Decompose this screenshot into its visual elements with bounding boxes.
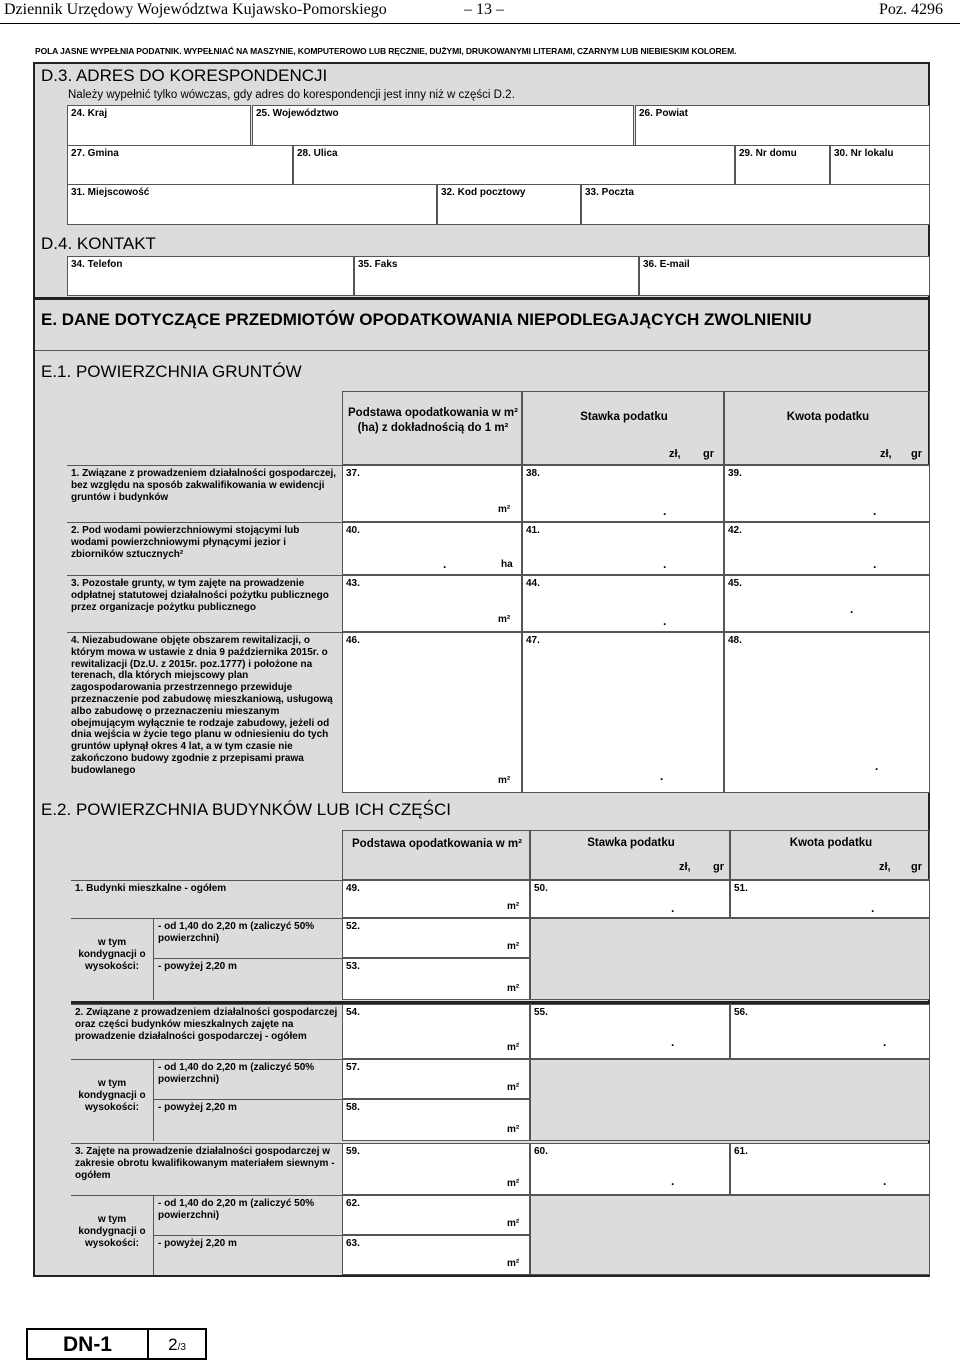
e2-g1-sub2-base[interactable]: [342, 958, 530, 1000]
e1-row2-amount-sep: .: [873, 557, 877, 571]
position-number: Poz. 4296: [879, 1, 943, 18]
section-d3-title: D.3. ADRES DO KORESPONDENCJI: [41, 66, 328, 85]
e1-row4-base[interactable]: [342, 632, 522, 793]
e1-row3-unit: m²: [498, 614, 511, 625]
field-33-poczta[interactable]: 33. Poczta: [581, 184, 930, 225]
e2-g2-sub1-base[interactable]: [342, 1059, 530, 1099]
e1-col-amount-header: [724, 391, 930, 465]
section-d4-title: D.4. KONTAKT: [41, 234, 156, 253]
e2-g3-sub1-label: - od 1,40 do 2,20 m (zaliczyć 50% powierzchni): [153, 1195, 342, 1235]
e2-g1-sub1-label: - od 1,40 do 2,20 m (zaliczyć 50% powierzchni): [153, 918, 342, 958]
field-44-number: 44.: [526, 578, 540, 589]
e1-row4-rate-sep: .: [660, 769, 664, 783]
form-page: [149, 1330, 205, 1358]
e1-row2-rate[interactable]: [522, 522, 724, 575]
e1-col-rate-label: Stawka podatku: [580, 411, 668, 423]
e1-rate-gr: gr: [703, 448, 714, 460]
e2-g2-sub2-base[interactable]: [342, 1099, 530, 1141]
e2-amount-zl: zł,: [879, 861, 891, 873]
field-53-number: 53.: [346, 961, 360, 972]
e2-g1-rate[interactable]: [530, 880, 730, 918]
field-43-number: 43.: [346, 578, 360, 589]
e2-g2-amount-sep: .: [883, 1035, 887, 1049]
field-55-number: 55.: [534, 1007, 548, 1018]
e1-row2-unit: ha: [501, 559, 513, 570]
field-57-number: 57.: [346, 1062, 360, 1073]
e2-g3-sub1-base[interactable]: [342, 1195, 530, 1235]
e2-g1-sub2-label: - powyżej 2,20 m: [153, 958, 342, 1000]
e2-g2-blank: [530, 1059, 930, 1141]
e2-g3-wtym: w tym kondygnacji o wysokości:: [71, 1195, 153, 1275]
field-46-number: 46.: [346, 635, 360, 646]
field-42-number: 42.: [728, 525, 742, 536]
e1-rate-zl: zł,: [669, 448, 681, 460]
e2-g3-unit: m²: [507, 1178, 520, 1189]
e2-g1-label: 1. Budynki mieszkalne - ogółem: [71, 880, 342, 918]
form-footer: [26, 1328, 207, 1360]
e1-row4-amount-sep: .: [875, 759, 879, 773]
e2-g2-base[interactable]: [342, 1004, 530, 1059]
field-59-number: 59.: [346, 1146, 360, 1157]
e2-g1-amount-sep: .: [871, 901, 875, 915]
field-63-number: 63.: [346, 1238, 360, 1249]
e1-row4-amount[interactable]: [724, 632, 930, 793]
e2-rate-gr: gr: [713, 861, 724, 873]
form-page-total: /3: [177, 1342, 186, 1353]
field-27-gmina[interactable]: 27. Gmina: [67, 145, 293, 185]
field-54-number: 54.: [346, 1007, 360, 1018]
section-e-title: E. DANE DOTYCZĄCE PRZEDMIOTÓW OPODATKOWANIA NIEPODLEGAJĄCYCH ZWOLNIENIU: [41, 310, 812, 329]
section-e-rule: [35, 350, 930, 351]
field-32-kod-pocztowy[interactable]: 32. Kod pocztowy: [437, 184, 581, 225]
e1-amount-zl: zł,: [880, 448, 892, 460]
section-d3-subtitle: Należy wypełnić tylko wówczas, gdy adres do korespondencji jest inny niż w części D.2.: [68, 89, 515, 101]
e1-col-base-header: [342, 391, 522, 465]
e1-row1-rate[interactable]: [522, 465, 724, 522]
field-56-number: 56.: [734, 1007, 748, 1018]
field-37-number: 37.: [346, 468, 360, 479]
section-e2-title: E.2. POWIERZCHNIA BUDYNKÓW LUB ICH CZĘŚCI: [41, 800, 451, 819]
field-30-nr-lokalu[interactable]: 30. Nr lokalu: [830, 145, 930, 185]
e2-g1-sub2-unit: m²: [507, 983, 520, 994]
field-26-powiat[interactable]: 26. Powiat: [635, 105, 930, 146]
e1-row3-amount-sep: .: [850, 602, 854, 616]
e2-g3-rate-sep: .: [671, 1174, 675, 1188]
e2-col-rate-header: [530, 830, 730, 880]
tax-form: [33, 62, 930, 1277]
e2-g1-amount[interactable]: [730, 880, 930, 918]
field-50-number: 50.: [534, 883, 548, 894]
e2-g3-label: 3. Zajęte na prowadzenie działalności gospodarczej w zakresie obrotu kwalifikowanym materiałem siewnym - ogółem: [71, 1143, 342, 1195]
e2-g3-amount[interactable]: [730, 1143, 930, 1195]
e1-row2-label: 2. Pod wodami powierzchniowymi stojącymi lub wodami powierzchniowymi płynącymi jezior i zbiorników sztucznych²: [67, 522, 342, 575]
field-36-email[interactable]: 36. E-mail: [639, 256, 930, 296]
journal-title: Dziennik Urzędowy Województwa Kujawsko-Pomorskiego: [4, 1, 387, 18]
e1-row2-base[interactable]: [342, 522, 522, 575]
e2-g2-amount[interactable]: [730, 1004, 930, 1059]
field-31-miejscowosc[interactable]: 31. Miejscowość: [67, 184, 437, 225]
e1-row3-rate[interactable]: [522, 575, 724, 632]
e2-g2-sub1-unit: m²: [507, 1082, 520, 1093]
section-e1-title: E.1. POWIERZCHNIA GRUNTÓW: [41, 362, 302, 381]
e2-g2-rate-sep: .: [671, 1035, 675, 1049]
e2-g3-sub1-unit: m²: [507, 1218, 520, 1229]
e2-g2-wtym: w tym kondygnacji o wysokości:: [71, 1059, 153, 1141]
e1-row4-rate[interactable]: [522, 632, 724, 793]
e2-col-base-header: [342, 830, 530, 880]
field-24-kraj[interactable]: 24. Kraj: [67, 105, 251, 146]
field-38-number: 38.: [526, 468, 540, 479]
e2-g3-amount-sep: .: [883, 1174, 887, 1188]
field-48-number: 48.: [728, 635, 742, 646]
field-45-number: 45.: [728, 578, 742, 589]
e2-g1-base[interactable]: [342, 880, 530, 918]
e1-row1-unit: m²: [498, 504, 511, 515]
field-28-ulica[interactable]: 28. Ulica: [293, 145, 735, 185]
e1-row1-label: 1. Związane z prowadzeniem działalności gospodarczej, bez względu na sposób zakwalifikowania w ewidencji gruntów i budynków: [67, 465, 342, 522]
e2-g3-sub2-label: - powyżej 2,20 m: [153, 1235, 342, 1275]
field-62-number: 62.: [346, 1198, 360, 1209]
form-page-current: 2: [168, 1335, 178, 1354]
e2-g2-sub1-label: - od 1,40 do 2,20 m (zaliczyć 50% powierzchni): [153, 1059, 342, 1099]
e2-g3-sub2-unit: m²: [507, 1258, 520, 1269]
field-47-number: 47.: [526, 635, 540, 646]
e1-row3-label: 3. Pozostałe grunty, w tym zajęte na prowadzenie odpłatnej statutowej działalności pożytku publicznego przez organizacje pożytku publicznego: [67, 575, 342, 632]
field-51-number: 51.: [734, 883, 748, 894]
e2-g1-blank: [530, 918, 930, 1000]
e1-row1-amount-sep: .: [873, 504, 877, 518]
e2-g2-unit: m²: [507, 1042, 520, 1053]
field-58-number: 58.: [346, 1102, 360, 1113]
field-61-number: 61.: [734, 1146, 748, 1157]
e2-amount-gr: gr: [911, 861, 922, 873]
e1-col-rate-header: [522, 391, 724, 465]
field-60-number: 60.: [534, 1146, 548, 1157]
e2-col-amount-header: [730, 830, 930, 880]
e2-g1-sub1-unit: m²: [507, 941, 520, 952]
e2-g2-sub2-unit: m²: [507, 1124, 520, 1135]
e1-amount-gr: gr: [911, 448, 922, 460]
e1-row3-amount[interactable]: [724, 575, 930, 632]
field-25-wojewodztwo[interactable]: 25. Województwo: [252, 105, 634, 146]
field-39-number: 39.: [728, 468, 742, 479]
field-41-number: 41.: [526, 525, 540, 536]
e2-col-amount-label: Kwota podatku: [789, 837, 873, 849]
field-49-number: 49.: [346, 883, 360, 894]
e2-g1-rate-sep: .: [671, 901, 675, 915]
e1-row1-rate-sep: .: [663, 504, 667, 518]
e2-g1-sub1-base[interactable]: [342, 918, 530, 958]
fill-notice: POLA JASNE WYPEŁNIA PODATNIK. WYPEŁNIAĆ NA MASZYNIE, KOMPUTEROWO LUB RĘCZNIE, DUŻYMI, DRUKOWANYMI LITERAMI, CZARNYM LUB NIEBIESKIM KOLOREM.: [35, 46, 737, 56]
e2-g1-wtym: w tym kondygnacji o wysokości:: [71, 918, 153, 1000]
e1-row2-amount[interactable]: [724, 522, 930, 575]
e2-rate-zl: zł,: [679, 861, 691, 873]
e2-g3-sub2-base[interactable]: [342, 1235, 530, 1275]
e2-col-base-label: Podstawa opodatkowania w m²: [352, 838, 522, 850]
e1-row1-base[interactable]: [342, 465, 522, 522]
e1-col-base-label: Podstawa opodatkowania w m² (ha) z dokładnością do 1 m²: [348, 407, 518, 434]
e2-g3-base[interactable]: [342, 1143, 530, 1195]
field-40-number: 40.: [346, 525, 360, 536]
e2-g3-blank: [530, 1195, 930, 1275]
field-35-faks[interactable]: 35. Faks: [354, 256, 639, 296]
page-number: – 13 –: [464, 1, 504, 18]
field-52-number: 52.: [346, 921, 360, 932]
field-29-nr-domu[interactable]: 29. Nr domu: [735, 145, 830, 185]
e2-g2-label: 2. Związane z prowadzeniem działalności gospodarczej oraz części budynków mieszkalnych zajęte na prowadzenie działalności gospodarczej - ogółem: [71, 1004, 342, 1059]
e2-g2-sub2-label: - powyżej 2,20 m: [153, 1099, 342, 1141]
field-34-telefon[interactable]: 34. Telefon: [67, 256, 354, 296]
header-rule: [0, 23, 960, 24]
e2-g1-unit: m²: [507, 901, 520, 912]
e1-row3-rate-sep: .: [663, 614, 667, 628]
form-code: DN-1: [28, 1330, 149, 1358]
e2-g2-rate[interactable]: [530, 1004, 730, 1059]
e2-g3-rate[interactable]: [530, 1143, 730, 1195]
e1-row4-label: 4. Niezabudowane objęte obszarem rewitalizacji, o którym mowa w ustawie z dnia 9 października 2015r. o rewitalizacji (Dz.U. z 2015r. poz.1777) i położone na terenach, dla których miejscowy plan zagospodarowania przestrzennego przewiduje przeznaczenie pod zabudowę mieszkaniową, usługową albo zabudowę o przeznaczeniu mieszanym obejmującym wyłącznie te rodzaje zabudowy, jeżeli od dnia wejścia w życie tego planu w odniesieniu do tych gruntów upłynął okres 4 lat, a w tym czasie nie zakończono budowy zgodnie z przepisami prawa budowlanego: [67, 632, 342, 793]
e1-row4-unit: m²: [498, 775, 511, 786]
e1-row3-base[interactable]: [342, 575, 522, 632]
e2-col-rate-label: Stawka podatku: [587, 837, 675, 849]
section-divider: [35, 297, 930, 300]
e1-row1-amount[interactable]: [724, 465, 930, 522]
e1-row2-base-sep: .: [443, 557, 447, 571]
e1-col-amount-label: Kwota podatku: [786, 411, 870, 423]
e1-row2-rate-sep: .: [663, 557, 667, 571]
